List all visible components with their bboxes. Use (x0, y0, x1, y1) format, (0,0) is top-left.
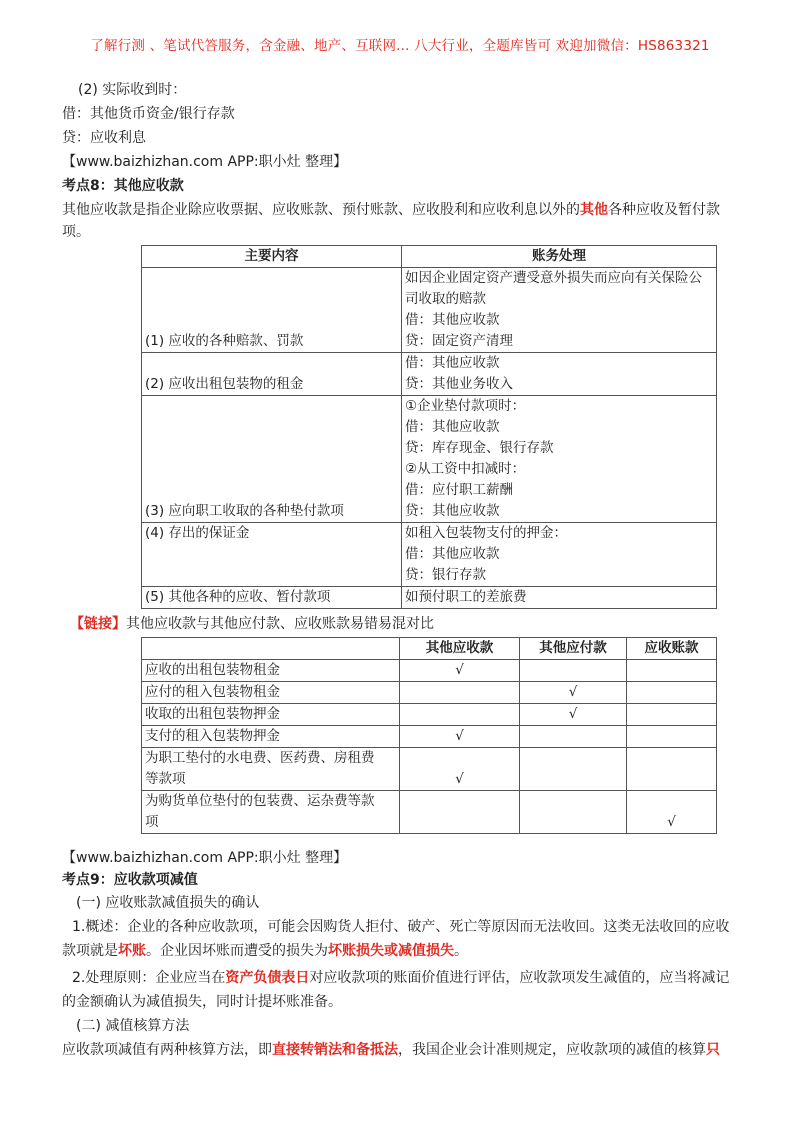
row-label (142, 791, 400, 834)
entry-line: 司收取的赔款 (405, 291, 486, 307)
table-row (142, 682, 717, 704)
table-cell: (1) 应收的各种赔款、罚款 (142, 268, 402, 353)
row-label (142, 682, 400, 704)
check-cell (520, 726, 627, 748)
row-label-line: 等款项 (145, 771, 186, 787)
paragraph: 1.概述：企业的各种应收款项，可能会因购货人拒付、破产、死亡等原因而无法收回。这类无法收回的应收 (72, 919, 730, 935)
entry-line: 借：其他应收款 (405, 419, 500, 435)
text-span: ，我国企业会计准则规定，应收款项的减值的核算 (398, 1042, 706, 1058)
table-header: 其他应收款 (400, 638, 520, 660)
text-span: 各种应收及暂付款 (608, 202, 720, 218)
link-note (70, 614, 434, 634)
header-banner: 了解行测 、笔试代答服务，含金融、地产、互联网... 八大行业，全题库皆可 欢迎加微信：HS863321 (90, 38, 710, 54)
row-label-line: 为职工垫付的水电费、医药费、房租费 (145, 750, 375, 766)
entry-line: 贷：固定资产清理 (405, 333, 513, 349)
check-cell (520, 660, 627, 682)
check-cell (627, 748, 717, 791)
table-cell (402, 353, 717, 396)
check-cell (400, 704, 520, 726)
check-cell (627, 660, 717, 682)
highlight-text: 坏账损失或减值损失 (328, 943, 454, 959)
check-cell (627, 682, 717, 704)
check-cell: √ (400, 748, 520, 791)
table-row (142, 791, 717, 834)
link-text: 其他应收款与其他应付款、应收账款易错易混对比 (126, 616, 434, 632)
table-cell (402, 587, 717, 609)
table-cell: (5) 其他各种的应收、暂付款项 (142, 587, 402, 609)
paragraph: 项。 (62, 224, 90, 240)
table-header: 账务处理 (402, 246, 717, 268)
entry-line: 贷：库存现金、银行存款 (405, 440, 554, 456)
table-header (142, 638, 400, 660)
subheading: (一) 应收账款减值损失的确认 (76, 895, 260, 911)
comparison-table (141, 637, 717, 834)
text-span: 对应收款项的账面价值进行评估，应收款项发生减值的，应当将减记 (309, 970, 730, 986)
entry-line: 贷：银行存款 (405, 567, 486, 583)
row-label-line: 收取的出租包装物押金 (145, 706, 280, 722)
section-heading: 考点8：其他应收款 (62, 178, 184, 194)
check-cell: √ (520, 682, 627, 704)
row-label (142, 748, 400, 791)
row-label-line: 为购货单位垫付的包装费、运杂费等款 (145, 793, 375, 809)
text-span: 款项就是 (62, 943, 118, 959)
text-line: 借：其他货币资金/银行存款 (62, 106, 235, 122)
row-label-line: 应付的租入包装物租金 (145, 684, 280, 700)
check-cell (520, 748, 627, 791)
paragraph (72, 968, 729, 988)
table-cell: (2) 应收出租包装物的租金 (142, 353, 402, 396)
text-span: 。企业因坏账而遭受的损失为 (146, 943, 328, 959)
row-label (142, 660, 400, 682)
table-header: 应收账款 (627, 638, 717, 660)
check-cell: √ (400, 726, 520, 748)
entry-line: 借：其他应收款 (405, 546, 500, 562)
table-header: 其他应付款 (520, 638, 627, 660)
entry-line: ②从工资中扣减时： (405, 461, 526, 477)
table-header: 主要内容 (142, 246, 402, 268)
table-row (142, 726, 717, 748)
text-span: 其他应收款是指企业除应收票据、应收账款、预付账款、应收股利和应收利息以外的 (62, 202, 580, 218)
highlight-text: 只 (706, 1042, 720, 1058)
table-row (142, 748, 717, 791)
table-cell (402, 268, 717, 353)
table-row (142, 704, 717, 726)
entry-line: 贷：其他业务收入 (405, 376, 513, 392)
check-cell: √ (520, 704, 627, 726)
text-line: 贷：应收利息 (62, 130, 146, 146)
highlight-text: 资产负债表日 (225, 970, 310, 986)
row-label (142, 704, 400, 726)
subheading: (二) 减值核算方法 (76, 1018, 190, 1034)
entry-line: 借：其他应收款 (405, 312, 500, 328)
section-heading: 考点9：应收款项减值 (62, 872, 198, 888)
paragraph (62, 1040, 720, 1060)
check-cell (627, 704, 717, 726)
source-note: 【www.baizhizhan.com APP:职小灶 整理】 (62, 850, 348, 866)
entry-line: 如预付职工的差旅费 (405, 589, 527, 605)
entry-line: 借：应付职工薪酬 (405, 482, 513, 498)
text-line: (2) 实际收到时： (78, 82, 187, 98)
row-label-line: 支付的租入包装物押金 (145, 728, 280, 744)
text-span: 应收款项减值有两种核算方法，即 (62, 1042, 272, 1058)
entry-line: 如因企业固定资产遭受意外损失而应向有关保险公 (405, 270, 702, 286)
receivables-table (141, 245, 717, 609)
table-row (142, 660, 717, 682)
entry-line: 如租入包装物支付的押金： (405, 525, 567, 541)
link-tag: 【链接】 (70, 616, 126, 632)
check-cell (627, 726, 717, 748)
table-cell: (3) 应向职工收取的各种垫付款项 (142, 396, 402, 523)
entry-line: 贷：其他应收款 (405, 503, 500, 519)
check-cell: √ (400, 660, 520, 682)
row-label-line: 应收的出租包装物租金 (145, 662, 280, 678)
highlight-text: 坏账 (118, 943, 146, 959)
table-cell (402, 523, 717, 587)
table-cell: (4) 存出的保证金 (142, 523, 402, 587)
row-label-line: 项 (145, 814, 159, 830)
check-cell: √ (627, 791, 717, 834)
paragraph (62, 941, 468, 961)
entry-line: 借：其他应收款 (405, 355, 500, 371)
row-label (142, 726, 400, 748)
source-note: 【www.baizhizhan.com APP:职小灶 整理】 (62, 154, 348, 170)
paragraph (62, 200, 720, 220)
table-cell (402, 396, 717, 523)
check-cell (520, 791, 627, 834)
text-span: 。 (454, 943, 468, 959)
paragraph: 的金额确认为减值损失，同时计提坏账准备。 (62, 994, 342, 1010)
check-cell (400, 682, 520, 704)
highlight-text: 其他 (580, 202, 608, 218)
check-cell (400, 791, 520, 834)
highlight-text: 直接转销法和备抵法 (272, 1042, 398, 1058)
entry-line: ①企业垫付款项时： (405, 398, 526, 414)
text-span: 2.处理原则：企业应当在 (72, 970, 226, 986)
